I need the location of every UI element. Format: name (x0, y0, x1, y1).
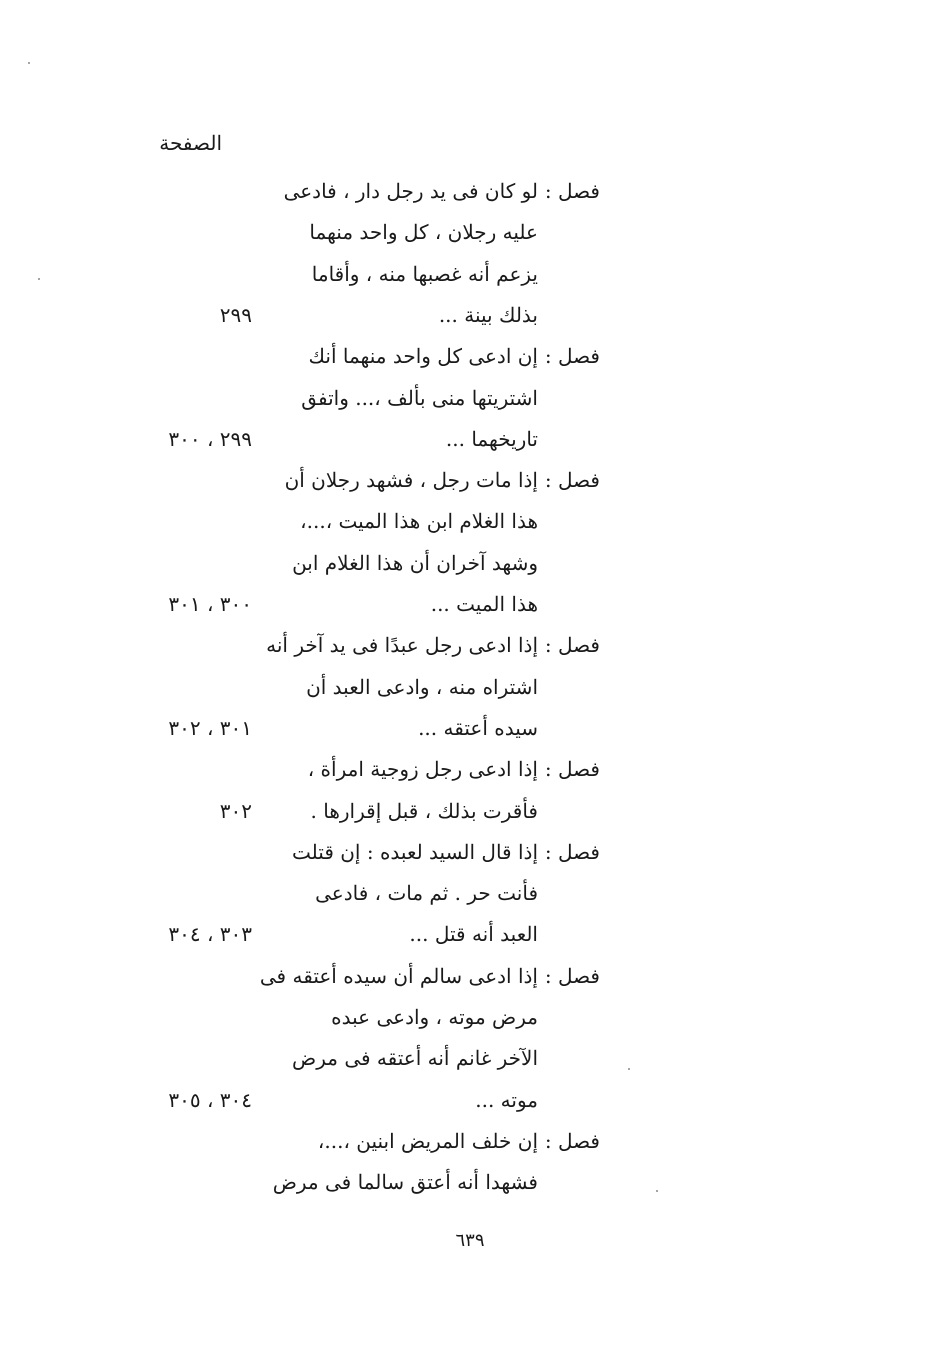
entry-text-line: العبد أنه قتل ... (409, 922, 538, 947)
entry-text-line: إذا مات رجل ، فشهد رجلان أن (284, 468, 538, 493)
entry-text-line: إن خلف المريض ابنين ،...، (317, 1128, 538, 1153)
page-reference: ٢٩٩ ، ٣٠٠ (168, 426, 252, 451)
entry-text-line: يزعم أنه غصبها منه ، وأقاما (311, 261, 538, 286)
scan-speck (28, 62, 30, 64)
page-reference: ٣٠٣ ، ٣٠٤ (168, 922, 252, 947)
page-column-title: الصفحة (159, 131, 222, 155)
entry-text-line: فشهدا أنه أعتق سالما فى مرض (272, 1170, 538, 1195)
entry-text-line: لو كان فى يد رجل دار ، فادعى (283, 179, 538, 203)
entry-text-line: إن ادعى كل واحد منهما أنك (308, 344, 538, 369)
scan-speck (656, 1190, 658, 1192)
section-label: فصل : (544, 179, 600, 203)
page-reference: ٣٠٢ (219, 798, 252, 823)
section-label: فصل : (544, 963, 600, 988)
entry-text-line: فأنت حر . ثم مات ، فادعى (315, 881, 538, 906)
section-label: فصل : (544, 839, 600, 864)
entry-text-line: إذا ادعى رجل زوجية امرأة ، (307, 757, 538, 782)
page-reference: ٣٠٤ ، ٣٠٥ (168, 1087, 252, 1112)
entry-text-line: مرض موته ، وادعى عبده (331, 1005, 538, 1029)
entry-text-line: عليه رجلان ، كل واحد منهما (309, 220, 538, 245)
page-reference: ٢٩٩ (219, 302, 252, 327)
scan-speck (38, 278, 40, 280)
page-number: ٦٣٩ (455, 1230, 485, 1251)
entry-text-line: سيده أعتقه ... (418, 715, 538, 740)
page-reference: ٣٠١ ، ٣٠٢ (168, 715, 252, 740)
entry-text-line: اشتراه منه ، وادعى العبد أن (306, 674, 538, 699)
page-reference: ٣٠٠ ، ٣٠١ (168, 592, 252, 616)
scan-speck (628, 1068, 630, 1070)
entry-text-line: هذا الغلام ابن هذا الميت ،...، (300, 509, 538, 534)
entry-text-line: إذا ادعى سالم أن سيده أعتقه فى (259, 963, 538, 988)
entry-text-line: بذلك بينة ... (438, 302, 538, 327)
entry-text-line: تاريخهما ... (445, 426, 538, 451)
entry-text-line: فأقرت بذلك ، قبل إقرارها . (310, 798, 538, 823)
section-label: فصل : (544, 1128, 600, 1153)
entry-text-line: اشتريتها منى بألف ،... واتفق (301, 385, 538, 410)
entry-text-line: إذا قال السيد لعبده : إن قتلت (292, 839, 538, 864)
entry-text-line: موته ... (475, 1087, 538, 1112)
section-label: فصل : (544, 344, 600, 369)
section-label: فصل : (544, 633, 600, 658)
entry-text-line: إذا ادعى رجل عبدًا فى يد آخر أنه (266, 633, 538, 658)
entry-text-line: وشهد آخران أن هذا الغلام ابن (292, 550, 538, 575)
section-label: فصل : (544, 757, 600, 782)
entry-text-line: هذا الميت ... (430, 592, 538, 616)
section-label: فصل : (544, 468, 600, 493)
entry-text-line: الآخر غانم أنه أعتقه فى مرض (292, 1046, 538, 1071)
